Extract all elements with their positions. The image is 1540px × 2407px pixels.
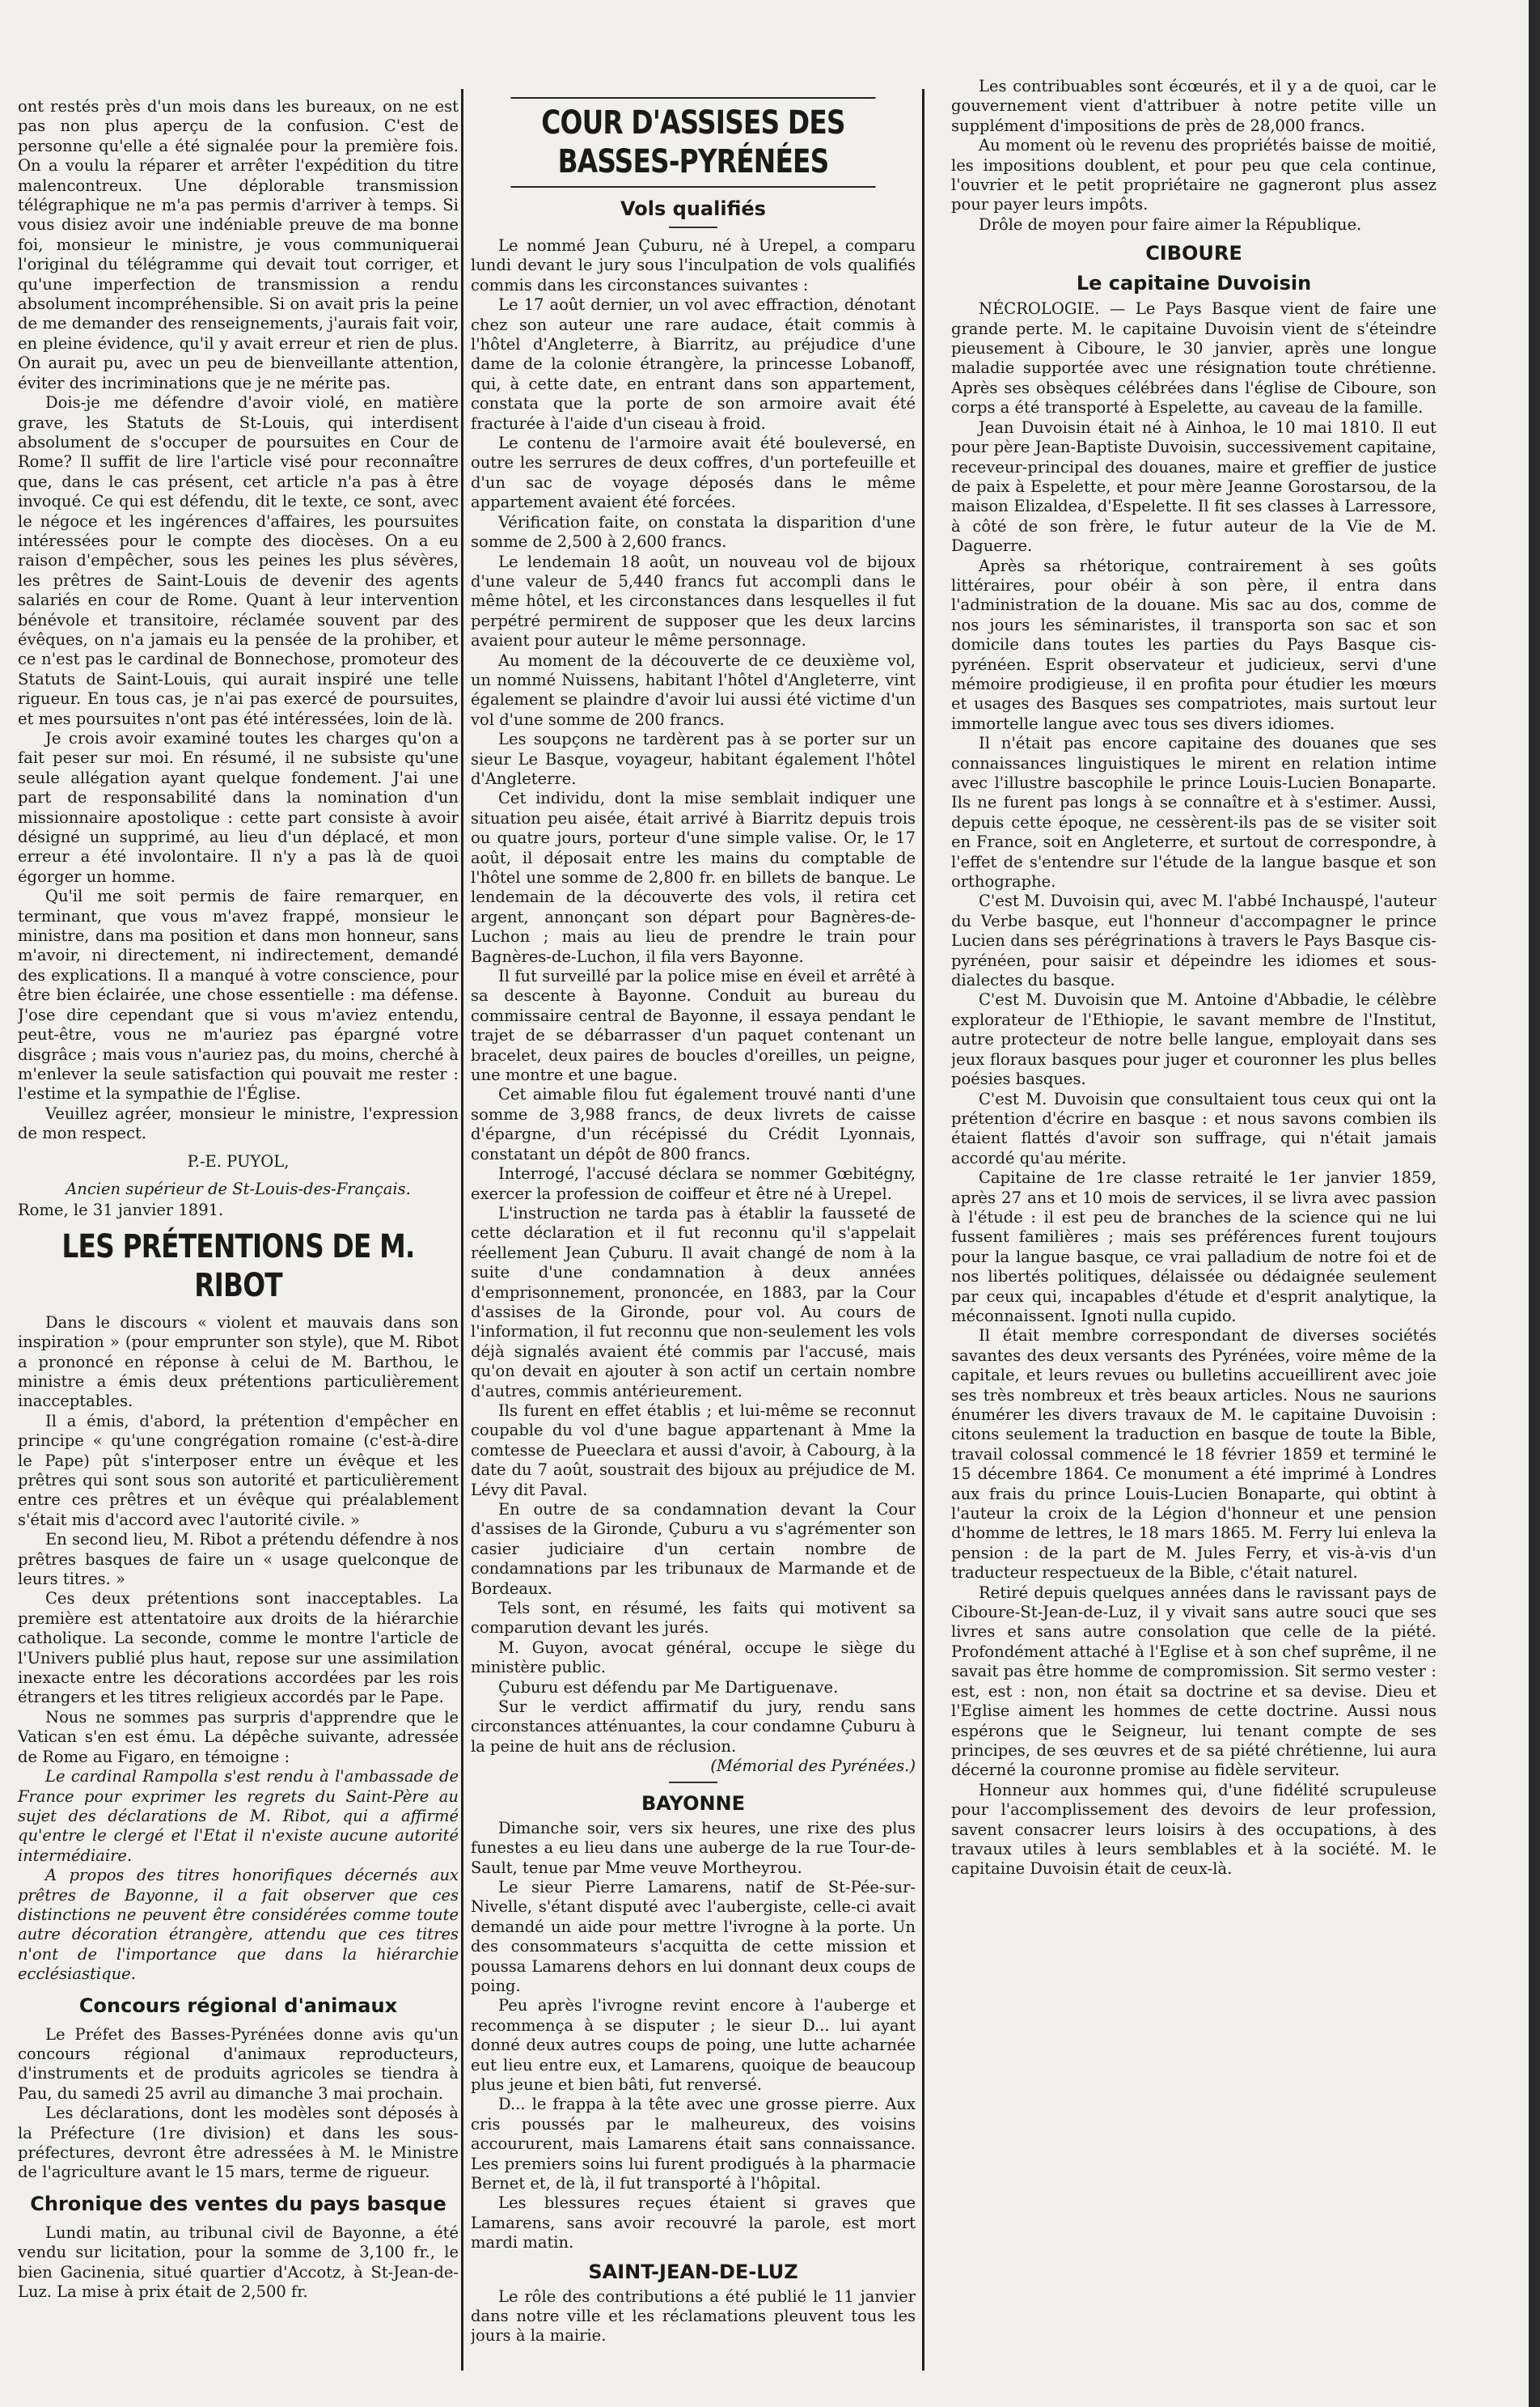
paragraph: Je crois avoir examiné toutes les charges qu'on a fait peser sur moi. En résumé, il ne subsiste qu'une seule allégation ayant quelque fondement. J'ai une part de responsabilité dans la nomination d'un missionnaire apostolique : cette part consiste à avoir désigné un supprimé, au lieu d'un déplacé, et mon erreur a été involontaire. Il n'y a pas là de quoi égorger un homme. — [18, 729, 459, 886]
paragraph: D... le frappa à la tête avec une grosse pierre. Aux cris poussés par le malheureux, des voisins accoururent, mais Lamarens était sans connaissance. Les premiers soins lui furent prodigués à la pharmacie Bernet et, de là, il fut transporté à l'hôpital. — [471, 2095, 916, 2193]
section-title-saint-jean-de-luz: SAINT-JEAN-DE-LUZ — [588, 2260, 798, 2283]
column-1 — [18, 97, 459, 2387]
paragraph: Çuburu est défendu par Me Dartiguenave. — [498, 1677, 839, 1697]
paragraph: Cet aimable filou fut également trouvé nanti d'une somme de 3,988 francs, de deux livrets de caisse d'épargne, d'un récépissé du Crédit Lyonnais, constatant un dépôt de 800 francs. — [471, 1085, 916, 1163]
separator — [669, 227, 717, 228]
paragraph: ont restés près d'un mois dans les bureaux, on ne est pas non plus aperçu de la confusion. C'est de personne qu'elle a été signalée pour la première fois. On a voulu la réparer et arrêter l'expédition du titre malencontreux. Une déplorable transmission télégraphique ne m'a pas permis d'arriver à temps. Si vous disiez avoir une indéniable preuve de ma bonne foi, monsieur le ministre, je vous communiquerai l'original du télégramme qui devait tout corriger, et qu'une imperfection de transmission a rendu absolument incompréhensible. Si on avait pris la peine de me demander des renseignements, j'aurais fait voir, en pleine évidence, qu'il y avait erreur et rien de plus. On aurait pu, avec un peu de bienveillante attention, éviter des incriminations que je ne mérite pas. — [18, 97, 459, 392]
section-title-vols: Vols qualifiés — [620, 197, 766, 220]
article-title-chronique: Chronique des ventes du pays basque — [30, 2192, 446, 2215]
paragraph: Honneur aux hommes qui, d'une fidélité scrupuleuse pour l'accomplissement des devoirs de leur profession, savent consacrer leurs loisirs à des occupations, à des travaux utiles à leurs semblables et à la société. M. le capitaine Duvoisin était de ceux-là. — [951, 1780, 1436, 1879]
paragraph: Le contenu de l'armoire avait été bouleversé, en outre les serrures de deux coffres, d'un portefeuille et d'un sac de voyage déposés dans le même appartement avaient été forcées. — [471, 434, 916, 512]
paragraph: Les soupçons ne tardèrent pas à se porter sur un sieur Le Basque, voyageur, habitant également l'hôtel d'Angleterre. — [471, 730, 916, 788]
paragraph: Drôle de moyen pour faire aimer la République. — [979, 214, 1362, 234]
section-title-ciboure: CIBOURE — [1145, 242, 1242, 265]
article-title-cour-assises: COUR D'ASSISES DES BASSES-PYRÉNÉES — [511, 97, 876, 188]
paragraph: Ils furent en effet établis ; et lui-même se reconnut coupable du vol d'une bague appartenant à Mme la comtesse de Pueeclara et aussi d'avoir, à Cabourg, à la date du 7 août, soustrait des bijoux au préjudice de M. Lévy dit Paval. — [471, 1401, 916, 1499]
paragraph: En outre de sa condamnation devant la Cour d'assises de la Gironde, Çuburu a vu s'agrémenter son casier judiciaire d'un certain nombre de condamnations par les tribunaux de Marmande et de Bordeaux. — [471, 1500, 916, 1598]
paragraph: Le rôle des contributions a été publié le 11 janvier dans notre ville et les réclamations pleuvent tous les jours à la mairie. — [471, 2286, 916, 2346]
paragraph: Le Préfet des Basses-Pyrénées donne avis qu'un concours régional d'animaux reproducteurs, d'instruments et de produits agricoles se tiendra à Pau, du samedi 25 avril au dimanche 3 mai prochain. — [18, 2024, 459, 2103]
paragraph: Après sa rhétorique, contrairement à ses goûts littéraires, pour obéir à son père, il entra dans l'administration de la douane. Mis sac au dos, comme de nos jours les séminaristes, il transporta son sac et son domicile dans toutes les parties du Pays Basque cis-pyrénéen. Esprit observateur et judicieux, servi d'une mémoire prodigieuse, il en profita pour étudier les mœurs et usages des Basques ses compatriotes, mais surtout leur immortelle langue avec tous ses divers idiomes. — [951, 556, 1436, 733]
paragraph: Nous ne sommes pas surpris d'apprendre que le Vatican s'en est ému. La dépêche suivante, adressée de Rome au Figaro, en témoigne : — [18, 1707, 459, 1766]
section-title-duvoisin: Le capitaine Duvoisin — [1076, 272, 1312, 295]
paragraph: Il fut surveillé par la police mise en éveil et arrêté à sa descente à Bayonne. Conduit au bureau du commissaire central de Bayonne, il essaya pendant le trajet de se débarrasser d'un paquet contenant un bracelet, deux paires de boucles d'oreilles, un peigne, une montre et une bague. — [471, 967, 916, 1085]
paragraph: En second lieu, M. Ribot a prétendu défendre à nos prêtres basques de faire un « usage quelconque de leurs titres. » — [18, 1530, 459, 1589]
paragraph: Vérification faite, on constata la disparition d'une somme de 2,500 à 2,600 francs. — [471, 512, 916, 552]
paragraph: Le sieur Pierre Lamarens, natif de St-Pée-sur-Nivelle, s'étant disputé avec l'aubergiste, celle-ci avait demandé un aide pour mettre l'ivrogne à la porte. Un des consommateurs s'acquitta de cette mission et poussa Lamarens dehors en lui donnant deux coups de poing. — [471, 1877, 916, 1995]
paragraph: C'est M. Duvoisin que M. Antoine d'Abbadie, le célèbre explorateur de l'Ethiopie, le savant membre de l'Institut, autre protecteur de notre belle langue, employait dans ses jeux floraux basques pour juger et couronner les plus belles poésies basques. — [951, 990, 1436, 1089]
paragraph: Le nommé Jean Çuburu, né à Urepel, a comparu lundi devant le jury sous l'inculpation de vols qualifiés commis dans les circonstances suivantes : — [471, 236, 916, 295]
paragraph: M. Guyon, avocat général, occupe le siège du ministère public. — [471, 1638, 916, 1677]
paragraph: L'instruction ne tarda pas à établir la fausseté de cette déclaration et il fut reconnu qu'il s'appelait réellement Jean Çuburu. Il avait changé de nom à la suite d'une condamnation à deux années d'emprisonnement, prononcée, en 1883, par la Cour d'assises de la Gironde, pour vol. Au cours de l'information, il fut reconnu que non-seulement les vols déjà signalés avaient été commis par l'accusé, mais qu'on devait en ajouter à son actif un certain nombre d'autres, commis antérieurement. — [471, 1203, 916, 1401]
paragraph: Les blessures reçues étaient si graves que Lamarens, sans avoir recouvré la parole, est mort mardi matin. — [471, 2193, 916, 2252]
paragraph: Ces deux prétentions sont inacceptables. La première est attentatoire aux droits de la hiérarchie catholique. La seconde, comme le montre l'article de l'Univers publié plus haut, repose sur une assimilation inexacte entre les décorations accordées par les rois étrangers et les titres religieux accordés par le Pape. — [18, 1589, 459, 1707]
paragraph: Qu'il me soit permis de faire remarquer, en terminant, que vous m'avez frappé, monsieur le ministre, dans ma position et dans mon honneur, sans m'avoir, ni directement, ni indirectement, demandé des explications. Il a manqué à votre conscience, pour être bien éclairée, une chose essentielle : ma défense. J'ose dire cependant que si vous m'aviez entendu, peut-être, vous ne m'auriez pas épargné votre disgrâce ; mais vous n'auriez pas, du moins, cherché à m'enlever la seule satisfaction qui pouvait me rester : l'estime et la sympathie de l'Église. — [18, 887, 459, 1104]
source-credit: (Mémorial des Pyrénées.) — [710, 1757, 916, 1776]
paragraph: Il était membre correspondant de diverses sociétés savantes des deux versants des Pyrénées, voire même de la capitale, et leurs revues ou bulletins accueillirent avec joie ses très nombreux et très beaux articles. Nous ne saurions énumérer les divers travaux de M. le capitaine Duvoisin : citons seulement la traduction en basque de toute la Bible, travail colossal commencé le 18 février 1859 et terminé le 15 décembre 1864. Ce monument a été imprimé à Londres aux frais du prince Louis-Lucien Bonaparte, qui obtint à l'auteur la croix de la Légion d'honneur et une pension d'homme de lettres, le 18 mars 1865. M. Ferry lui enleva la pension : de la part de M. Jules Ferry, et vis-à-vis d'un traducteur respectueux de la Bible, c'était naturel. — [951, 1326, 1436, 1583]
paragraph: NÉCROLOGIE. — Le Pays Basque vient de faire une grande perte. M. le capitaine Duvoisin vient de s'éteindre pieusement à Ciboure, le 30 janvier, après une longue maladie supportée avec une résignation toute chrétienne. Après ses obsèques célébrées dans l'église de Ciboure, son corps a été transporté à Espelette, au caveau de la famille. — [951, 299, 1436, 417]
column-rule — [461, 89, 463, 2371]
paragraph: Au moment où le revenu des propriétés baisse de moitié, les impositions doublent, et pour peu que cela continue, l'ouvrier et le petit propriétaire ne gagneront plus assez pour payer leurs impôts. — [951, 136, 1436, 214]
quote: Le cardinal Rampolla s'est rendu à l'ambassade de France pour exprimer les regrets du Saint-Père au sujet des déclarations de M. Ribot, qui a affirmé qu'entre le clergé et l'Etat il n'existe aucune autorité intermédiaire. — [18, 1767, 459, 1865]
paragraph: C'est M. Duvoisin que consultaient tous ceux qui ont la prétention d'écrire en basque : et nous savons combien ils étaient flattés d'avoir son suffrage, qui n'était jamais accordé qu'au mérite. — [951, 1089, 1436, 1167]
paragraph: Il a émis, d'abord, la prétention d'empêcher en principe « qu'une congrégation romaine (c'est-à-dire le Pape) pût s'interposer entre un évêque et les prêtres qui sont sous son autorité et particulièrement entre ces prêtres et un évêque qui préalablement s'était mis d'accord avec l'autorité civile. » — [18, 1411, 459, 1529]
article-title-ribot: LES PRÉTENTIONS DE M. RIBOT — [61, 1227, 415, 1304]
paragraph: C'est M. Duvoisin qui, avec M. l'abbé Inchauspé, l'auteur du Verbe basque, eut l'honneur d'accompagner le prince Lucien dans ses pérégrinations à travers le Pays Basque cis-pyrénéen, pour saisir et dépeindre les idiomes et sous-dialectes du basque. — [951, 892, 1436, 990]
paragraph: Retiré depuis quelques années dans le ravissant pays de Ciboure-St-Jean-de-Luz, il y vivait sans autre souci que ses livres et sans autre consolation que celle de la piété. Profondément attaché à l'Eglise et à son chef suprême, il ne savait pas être homme de compromission. Sit sermo vester : est, est : non, non était sa doctrine et sa devise. Dieu et l'Eglise aiment les hommes de cette doctrine. Aussi nous espérons que le Seigneur, lui tenant compte de ses principes, de ses œuvres et de sa piété chrétienne, lui aura décerné la couronne promise au fidèle serviteur. — [951, 1583, 1436, 1780]
signature-title: Ancien supérieur de St-Louis-des-Français. — [66, 1179, 411, 1198]
paragraph: Dans le discours « violent et mauvais dans son inspiration » (pour emprunter son style), que M. Ribot a prononcé en réponse à celui de M. Barthou, le ministre a émis deux prétentions particulièrement inacceptables. — [18, 1312, 459, 1411]
paragraph: Sur le verdict affirmatif du jury, rendu sans circonstances atténuantes, la cour condamne Çuburu à la peine de huit ans de réclusion. — [471, 1697, 916, 1756]
paragraph: Dimanche soir, vers six heures, une rixe des plus funestes a eu lieu dans une auberge de la rue Tour-de-Sault, tenue par Mme veuve Mortheyrou. — [471, 1818, 916, 1877]
paragraph: Tels sont, en résumé, les faits qui motivent sa comparution devant les jurés. — [471, 1599, 916, 1638]
paragraph: Le lendemain 18 août, un nouveau vol de bijoux d'une valeur de 5,440 francs fut accompli dans le même hôtel, et les circonstances dans lesquelles il fut perpétré permirent de supposer que les deux larcins avaient pour auteur le même personnage. — [471, 552, 916, 650]
article-title-concours: Concours régional d'animaux — [78, 1994, 398, 2017]
paragraph: Les déclarations, dont les modèles sont déposés à la Préfecture (1re division) et dans les sous-préfectures, devront être adressées à M. le Ministre de l'agriculture avant le 15 mars, terme de rigueur. — [18, 2104, 459, 2182]
dateline: Rome, le 31 janvier 1891. — [18, 1201, 224, 1220]
column-3 — [951, 77, 1436, 2367]
paragraph: Il n'était pas encore capitaine des douanes que ses connaissances linguistiques le mirent en relation intime avec l'illustre bascophile le prince Louis-Lucien Bonaparte. Ils ne furent pas longs à se connaître et à s'estimer. Aussi, depuis cette époque, ne cessèrent-ils pas de se visiter soit en France, soit en Angleterre, et surtout de correspondre, à l'effet de s'entendre sur l'étude de la langue basque et son orthographe. — [951, 734, 1436, 892]
paragraph: Cet individu, dont la mise semblait indiquer une situation peu aisée, était arrivé à Biarritz depuis trois ou quatre jours, porteur d'une simple valise. Or, le 17 août, il déposait entre les mains du comptable de l'hôtel une somme de 2,800 fr. en billets de banque. Le lendemain de la découverte des vols, il retira cet argent, annonçant son départ pour Bagnères-de-Luchon ; mais au lieu de prendre le train pour Bagnères-de-Luchon, il fila vers Bayonne. — [471, 789, 916, 966]
paragraph: Dois-je me défendre d'avoir violé, en matière grave, les Statuts de St-Louis, qui interdisent absolument de s'occuper de poursuites en Cour de Rome? Il suffit de lire l'article visé pour reconnaître que, dans le cas présent, cet article n'a pas à être invoqué. Ce qui est défendu, dit le texte, ce sont, avec le négoce et les ingérences d'affaires, les poursuites intéressées pour le compte des diocèses. On a eu raison d'empêcher, sous les peines les plus sévères, les prêtres de Saint-Louis de devenir des agents salariés en cour de Rome. Quant à leur intervention bénévole et transitoire, réclamée souvent par des évêques, on n'a jamais eu la pensée de la prohiber, et ce n'est pas le cardinal de Bonnechose, promoteur des Statuts de Saint-Louis, qui aurait inspiré une telle rigueur. En tous cas, je n'ai pas exercé de poursuites, et mes poursuites n'ont pas été intéressées, loin de là. — [18, 393, 459, 728]
paragraph: Le 17 août dernier, un vol avec effraction, dénotant chez son auteur une rare audace, était commis à l'hôtel d'Angleterre, à Biarritz, au préjudice d'une dame de la colonie étrangère, la princesse Lobanoff, qui, à cette date, en entrant dans son appartement, constata que la porte de son armoire avait été fracturée à l'aide d'un ciseau à froid. — [471, 295, 916, 433]
separator — [669, 1782, 717, 1783]
paragraph: Les contribuables sont écœurés, et il y a de quoi, car le gouvernement vient d'attribuer à notre petite ville un supplément d'impositions de près de 28,000 francs. — [951, 77, 1436, 135]
paragraph: Peu après l'ivrogne revint encore à l'auberge et recommença à se disputer ; le sieur D... lui ayant donné deux autres coups de poing, une lutte acharnée eut lieu entre eux, et Lamarens, quoique de beaucoup plus jeune et bien bâti, fut renversé. — [471, 1996, 916, 2094]
column-2 — [471, 97, 916, 2387]
paragraph: Jean Duvoisin était né à Ainhoa, le 10 mai 1810. Il eut pour père Jean-Baptiste Duvoisin, successivement capitaine, receveur-principal des douanes, maire et greffier de justice de paix à Espelette, et pour mère Jeanne Gorostarsou, de la maison Elizaldea, d'Espelette. Il fit ses classes à Larressore, à côté de son frère, le futur auteur de la Vie de M. Daguerre. — [951, 417, 1436, 556]
paragraph: Interrogé, l'accusé déclara se nommer Gœbitégny, exercer la profession de coiffeur et être né à Urepel. — [471, 1164, 916, 1203]
column-rule — [922, 89, 924, 2371]
page-edge — [1529, 0, 1540, 2407]
paragraph: Veuillez agréer, monsieur le ministre, l'expression de mon respect. — [18, 1104, 459, 1143]
signature: P.-E. PUYOL, — [187, 1151, 290, 1171]
quote: A propos des titres honorifiques décernés aux prêtres de Bayonne, il a fait observer que ces distinctions ne peuvent être considérées comme toute autre décoration étrangère, attendu que ces titres n'ont de l'importance que dans la hiérarchie ecclésiastique. — [18, 1866, 459, 1984]
paragraph: Capitaine de 1re classe retraité le 1er janvier 1859, après 27 ans et 10 mois de services, il se livra avec passion à l'étude : il est peu de branches de la science qui ne lui fussent familières ; mais ses préférences furent toujours pour la langue basque, ce vrai palladium de notre foi et de nos libertés politiques, délaissée ou dédaignée seulement par ceux qui, incapables d'étude et d'esprit analytique, la méconnaissent. Ignoti nulla cupido. — [951, 1168, 1436, 1325]
paragraph: Lundi matin, au tribunal civil de Bayonne, a été vendu sur licitation, pour la somme de 3,100 fr., le bien Gacinenia, situé quartier d'Accotz, à St-Jean-de-Luz. La mise à prix était de 2,500 fr. — [18, 2223, 459, 2302]
paragraph: Au moment de la découverte de ce deuxième vol, un nommé Nuissens, habitant l'hôtel d'Angleterre, vint également se plaindre d'avoir lui aussi été victime d'un vol d'une somme de 200 francs. — [471, 650, 916, 729]
section-title-bayonne: BAYONNE — [641, 1791, 746, 1815]
